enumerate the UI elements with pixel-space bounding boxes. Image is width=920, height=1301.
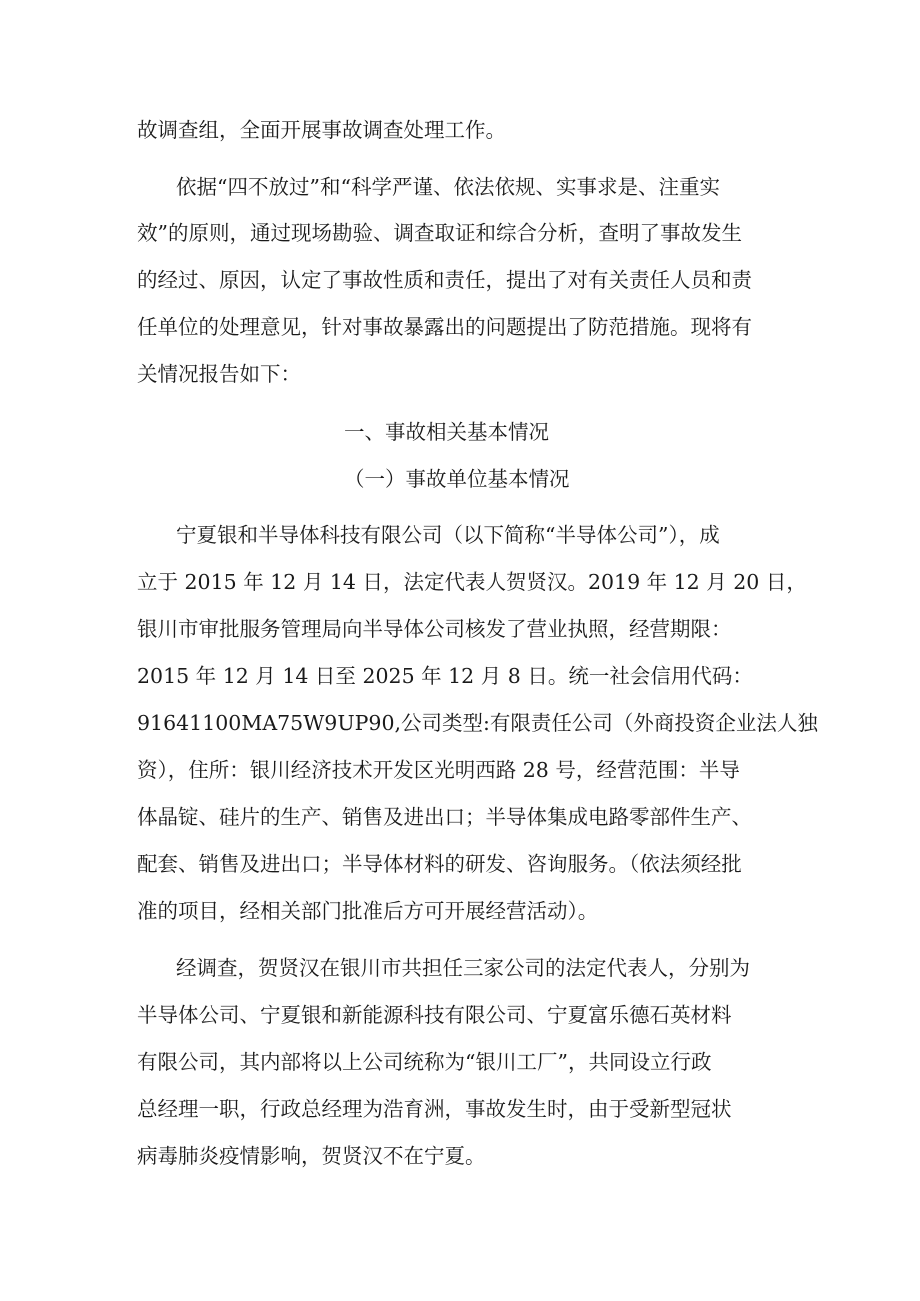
text-line-content: 准的项目，经相关部门批准后方可开展经营活动）。	[137, 899, 599, 923]
text-line	[0, 998, 920, 1032]
text-line	[0, 310, 920, 344]
text-line	[0, 1139, 920, 1173]
text-line-content: 银川市审批服务管理局向半导体公司核发了营业执照，经营期限：	[137, 617, 732, 641]
text-line	[0, 263, 920, 297]
text-line	[0, 894, 920, 928]
text-line	[0, 951, 920, 985]
text-line-content: 经调查，贺贤汉在银川市共担任三家公司的法定代表人，分别为	[176, 956, 750, 980]
text-line	[0, 847, 920, 881]
text-line-content: 病毒肺炎疫情影响，贺贤汉不在宁夏。	[137, 1144, 486, 1168]
text-line	[0, 170, 920, 204]
text-line-content: 效”的原则，通过现场勘验、调查取证和综合分析，查明了事故发生	[137, 221, 742, 245]
subsection-heading-text: （一）事故单位基本情况	[344, 467, 570, 491]
text-line	[0, 357, 920, 391]
text-line	[0, 800, 920, 834]
text-line-content: 配套、销售及进出口；半导体材料的研发、咨询服务。（依法须经批	[137, 852, 742, 876]
text-line-content: 总经理一职，行政总经理为浩育洲，事故发生时，由于受新型冠状	[137, 1097, 732, 1121]
text-line-content: 关情况报告如下：	[137, 362, 301, 386]
section-heading	[0, 415, 920, 449]
text-line-content: 体晶锭、硅片的生产、销售及进出口；半导体集成电路零部件生产、	[137, 805, 752, 829]
text-line-content: 有限公司，其内部将以上公司统称为“银川工厂”，共同设立行政	[137, 1050, 712, 1074]
text-line	[0, 753, 920, 787]
section-heading-text: 一、事故相关基本情况	[344, 420, 549, 444]
text-line	[0, 659, 920, 693]
text-line-content: 宁夏银和半导体科技有限公司（以下简称“半导体公司”），成	[176, 523, 720, 547]
text-line-content: 的经过、原因，认定了事故性质和责任，提出了对有关责任人员和责	[137, 268, 752, 292]
text-line-content: 半导体公司、宁夏银和新能源科技有限公司、宁夏富乐德石英材料	[137, 1003, 732, 1027]
text-line-content: 立于 2015 年 12 月 14 日，法定代表人贺贤汉。2019 年 12 月 20 日，	[137, 570, 807, 594]
text-line-content: 依据“四不放过”和“科学严谨、依法依规、实事求是、注重实	[176, 175, 720, 199]
subsection-heading	[0, 462, 920, 496]
text-line	[0, 612, 920, 646]
text-line-content: 任单位的处理意见，针对事故暴露出的问题提出了防范措施。现将有	[137, 315, 752, 339]
text-line	[0, 216, 920, 250]
text-line-content: 资），住所：银川经济技术开发区光明西路 28 号，经营范围：半导	[137, 758, 740, 782]
text-line	[0, 113, 920, 147]
text-line	[0, 706, 920, 740]
text-line-content: 91641100MA75W9UP90,公司类型:有限责任公司（外商投资企业法人独	[137, 711, 818, 735]
text-line	[0, 518, 920, 552]
text-line	[0, 565, 920, 599]
text-line-content: 2015 年 12 月 14 日至 2025 年 12 月 8 日。统一社会信用代码：	[137, 664, 753, 688]
text-line	[0, 1045, 920, 1079]
text-line	[0, 1092, 920, 1126]
text-line-content: 故调查组，全面开展事故调查处理工作。	[137, 118, 506, 142]
